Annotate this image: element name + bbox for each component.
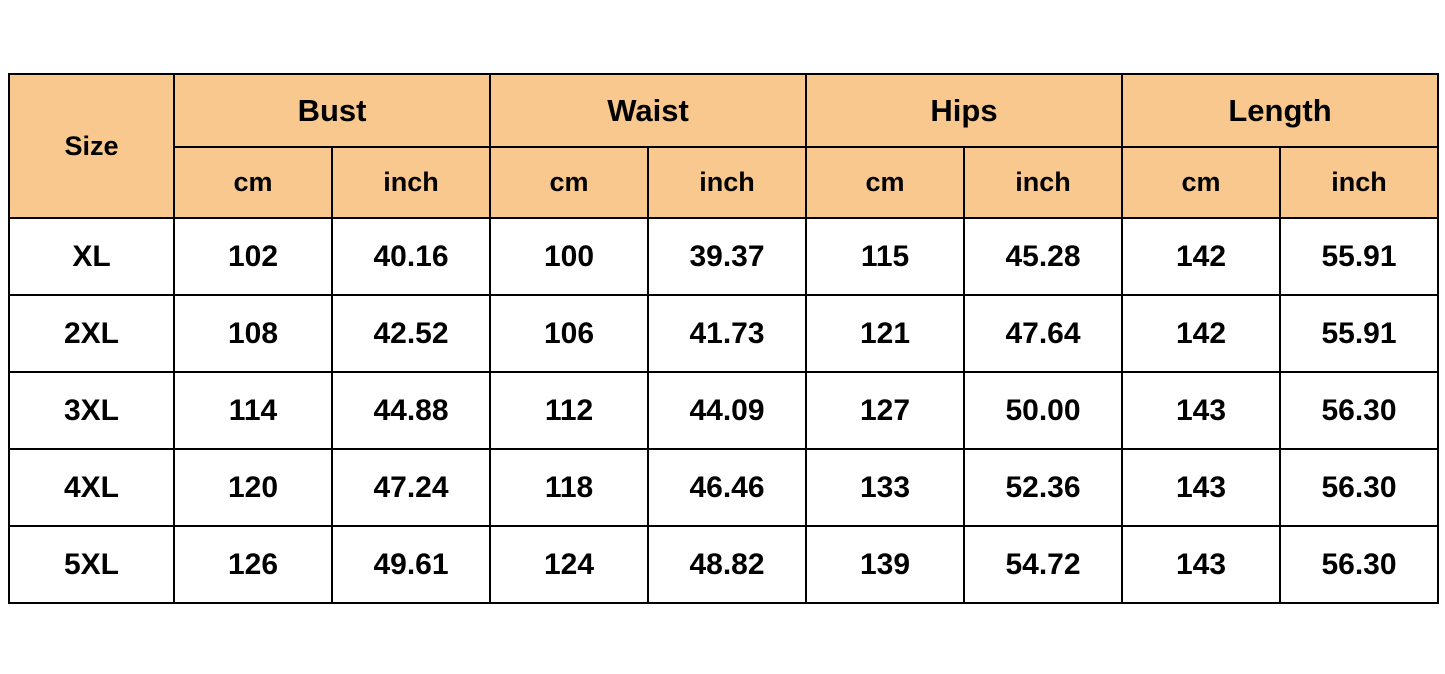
cell-waist-inch: 48.82 [648, 526, 806, 603]
cell-waist-inch: 41.73 [648, 295, 806, 372]
cell-waist-cm: 106 [490, 295, 648, 372]
cell-hips-cm: 127 [806, 372, 964, 449]
size-chart-table [8, 73, 1439, 604]
header-unit-waist-cm: cm [490, 147, 648, 218]
table-row [9, 295, 1438, 372]
table-header [9, 74, 1438, 218]
cell-waist-cm: 118 [490, 449, 648, 526]
cell-hips-inch: 54.72 [964, 526, 1122, 603]
row-size-label: 5XL [9, 526, 174, 603]
cell-length-inch: 56.30 [1280, 526, 1438, 603]
cell-length-inch: 56.30 [1280, 449, 1438, 526]
cell-length-inch: 55.91 [1280, 218, 1438, 295]
cell-length-inch: 55.91 [1280, 295, 1438, 372]
header-unit-bust-cm: cm [174, 147, 332, 218]
cell-bust-cm: 114 [174, 372, 332, 449]
cell-length-cm: 142 [1122, 218, 1280, 295]
table-row [9, 449, 1438, 526]
header-unit-length-inch: inch [1280, 147, 1438, 218]
cell-bust-inch: 42.52 [332, 295, 490, 372]
table-row [9, 218, 1438, 295]
header-unit-waist-inch: inch [648, 147, 806, 218]
cell-hips-inch: 50.00 [964, 372, 1122, 449]
cell-hips-cm: 139 [806, 526, 964, 603]
cell-bust-cm: 126 [174, 526, 332, 603]
cell-length-cm: 143 [1122, 526, 1280, 603]
cell-hips-cm: 121 [806, 295, 964, 372]
cell-length-cm: 143 [1122, 449, 1280, 526]
row-size-label: 4XL [9, 449, 174, 526]
header-unit-hips-inch: inch [964, 147, 1122, 218]
cell-waist-inch: 39.37 [648, 218, 806, 295]
cell-waist-cm: 100 [490, 218, 648, 295]
cell-length-cm: 142 [1122, 295, 1280, 372]
cell-length-cm: 143 [1122, 372, 1280, 449]
cell-bust-inch: 49.61 [332, 526, 490, 603]
size-chart-container [8, 73, 1437, 604]
header-group-length: Length [1122, 74, 1438, 147]
header-unit-bust-inch: inch [332, 147, 490, 218]
row-size-label: XL [9, 218, 174, 295]
header-unit-hips-cm: cm [806, 147, 964, 218]
table-header-row-units [9, 147, 1438, 218]
table-header-row-groups [9, 74, 1438, 147]
table-row [9, 526, 1438, 603]
cell-hips-inch: 52.36 [964, 449, 1122, 526]
cell-length-inch: 56.30 [1280, 372, 1438, 449]
table-row [9, 372, 1438, 449]
header-unit-length-cm: cm [1122, 147, 1280, 218]
cell-bust-inch: 40.16 [332, 218, 490, 295]
table-body [9, 218, 1438, 603]
cell-bust-cm: 108 [174, 295, 332, 372]
header-size: Size [9, 74, 174, 218]
cell-hips-inch: 47.64 [964, 295, 1122, 372]
cell-hips-cm: 115 [806, 218, 964, 295]
header-group-waist: Waist [490, 74, 806, 147]
cell-waist-inch: 46.46 [648, 449, 806, 526]
cell-bust-cm: 120 [174, 449, 332, 526]
cell-waist-cm: 112 [490, 372, 648, 449]
cell-hips-inch: 45.28 [964, 218, 1122, 295]
header-group-bust: Bust [174, 74, 490, 147]
cell-bust-cm: 102 [174, 218, 332, 295]
header-group-hips: Hips [806, 74, 1122, 147]
row-size-label: 3XL [9, 372, 174, 449]
row-size-label: 2XL [9, 295, 174, 372]
cell-hips-cm: 133 [806, 449, 964, 526]
cell-bust-inch: 47.24 [332, 449, 490, 526]
cell-bust-inch: 44.88 [332, 372, 490, 449]
cell-waist-cm: 124 [490, 526, 648, 603]
cell-waist-inch: 44.09 [648, 372, 806, 449]
